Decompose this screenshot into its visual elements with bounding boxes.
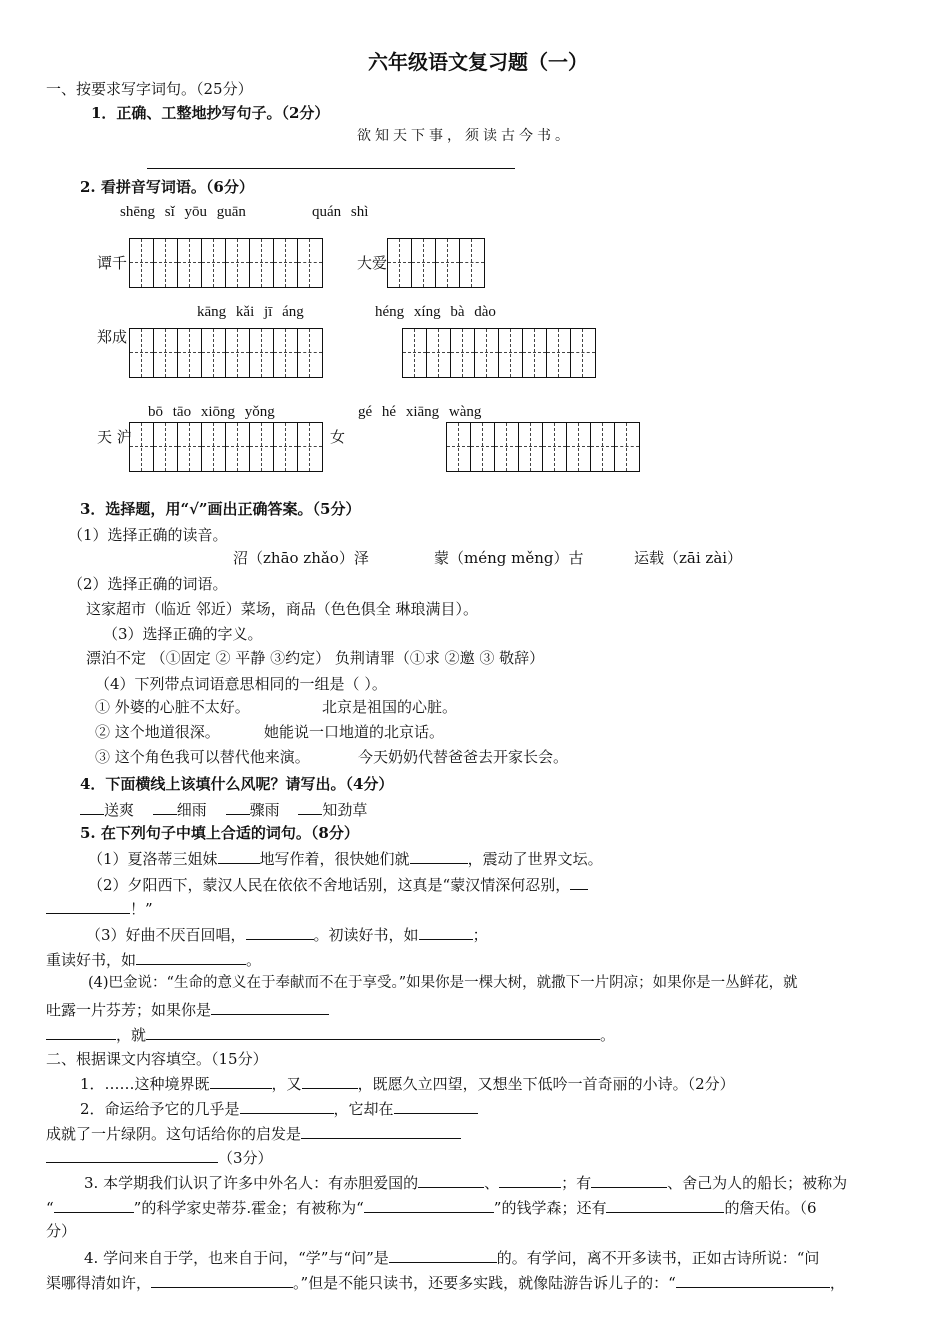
blank[interactable] <box>54 1198 134 1213</box>
page-title: 六年级语文复习题（一） <box>368 50 588 74</box>
q4-item: 知劲草 <box>322 801 368 819</box>
q5-line3b: 重读好书，如 。 <box>46 951 262 969</box>
q2-label: 2. 看拼音写词语。（6分） <box>80 178 254 196</box>
blank[interactable] <box>302 1074 358 1089</box>
s2-q1: 1．……这种境界既 ，又 ，既愿久立四望，又想坐下低吟一首奇丽的小诗。（2分） <box>80 1075 735 1093</box>
blank[interactable] <box>218 849 260 864</box>
q5-label: 5. 在下列句子中填上合适的词句。（8分） <box>80 824 359 842</box>
q4-blank[interactable] <box>298 800 322 815</box>
q3-part3: （3）选择正确的字义。 <box>103 625 263 643</box>
blank[interactable] <box>46 1025 116 1040</box>
q5-line3: （3）好曲不厌百回唱， 。初读好书，如 ； <box>86 926 488 944</box>
pinyin-3: kāng kǎi jī áng <box>197 304 304 320</box>
s2-q4b: 渠哪得清如许， 。”但是不能只读书，还要多实践，就像陆游告诉儿子的：“ ， <box>46 1274 845 1292</box>
blank[interactable] <box>418 1173 484 1188</box>
blank[interactable] <box>136 950 246 965</box>
q5-line4c: ，就 。 <box>46 1025 615 1044</box>
q3-part2: （2）选择正确的词语。 <box>68 575 228 593</box>
prefix-6: 女 <box>330 428 346 446</box>
q4-item: 送爽 <box>104 801 135 819</box>
q3-part4: （4）下列带点词语意思相同的一组是（ ）。 <box>95 675 387 693</box>
q3-part4-c1: ③ 这个角色我可以替代他来演。 <box>95 748 310 766</box>
q5-line4: (4)巴金说：“生命的意义在于奉献而不在于享受。”如果你是一棵大树，就撒下一片阴凉；如果你是一丛鲜花，就 <box>88 975 798 991</box>
pinyin-4: héng xíng bà dào <box>375 304 496 320</box>
writing-grid-4[interactable] <box>402 328 596 378</box>
blank[interactable] <box>591 1173 667 1188</box>
q4-item: 细雨 <box>176 801 207 819</box>
q3-option-c[interactable]: 运载（zāi zài） <box>634 549 743 567</box>
prefix-2: 大爱 <box>357 254 388 272</box>
blank[interactable] <box>394 1099 478 1114</box>
blank[interactable] <box>570 875 588 890</box>
s2-q2c: （3分） <box>46 1148 273 1167</box>
q3-part4-b2: 她能说一口地道的北京话。 <box>264 723 445 741</box>
pinyin-5: bō tāo xiōng yǒng <box>148 404 275 420</box>
prefix-5: 天 沪 <box>97 428 132 446</box>
blank[interactable] <box>146 1025 600 1040</box>
s2-q3c: 分） <box>46 1222 77 1240</box>
q5-line1: （1）夏洛蒂三姐妹 地写作着，很快她们就 ，震动了世界文坛。 <box>88 850 603 868</box>
blank[interactable] <box>301 1124 461 1139</box>
q3-part4-b1: ② 这个地道很深。 <box>95 723 220 741</box>
blank[interactable] <box>46 899 130 914</box>
pinyin-2: quán shì <box>312 204 369 220</box>
blank[interactable] <box>210 1074 272 1089</box>
blank[interactable] <box>211 1000 329 1015</box>
s2-q3: 3. 本学期我们认识了许多中外名人：有赤胆爱国的 、 ；有 、舍己为人的船长；被称为 <box>84 1174 848 1192</box>
blank[interactable] <box>676 1273 830 1288</box>
q4-item: 骤雨 <box>249 801 280 819</box>
q1-answer-line[interactable] <box>147 168 515 169</box>
blank[interactable] <box>240 1099 334 1114</box>
pinyin-6: gé hé xiāng wàng <box>358 404 482 420</box>
s2-q3b: “ ”的科学家史蒂芬.霍金；有被称为“ ”的钱学森；还有 的詹天佑。（6 <box>46 1199 817 1217</box>
q4-blank[interactable] <box>226 800 250 815</box>
blank[interactable] <box>389 1248 497 1263</box>
writing-grid-1[interactable] <box>129 238 323 288</box>
q1-sentence: 欲知天下事，须读古今书。 <box>357 128 573 144</box>
q3-part2-sentence[interactable]: 这家超市（临近 邻近）菜场，商品（色色俱全 琳琅满目）。 <box>86 600 479 618</box>
q4-blank[interactable] <box>153 800 177 815</box>
q3-part4-c2: 今天奶奶代替爸爸去开家长会。 <box>358 748 569 766</box>
section-1-heading: 一、按要求写字词句。（25分） <box>46 80 253 98</box>
s2-q4: 4. 学问来自于学，也来自于问，“学”与“问”是 的。有学问，离不开多读书，正如古诗所说：“问 <box>84 1249 820 1267</box>
blank[interactable] <box>151 1273 293 1288</box>
writing-grid-3[interactable] <box>129 328 323 378</box>
writing-grid-5[interactable] <box>129 422 323 472</box>
q3-label: 3．选择题，用“√”画出正确答案。（5分） <box>80 500 361 518</box>
q3-part1: （1）选择正确的读音。 <box>68 526 228 544</box>
q5-line4b: 吐露一片芬芳；如果你是 <box>46 1000 329 1019</box>
writing-grid-6[interactable] <box>446 422 640 472</box>
s2-q2: 2．命运给予它的几乎是 ，它却在 <box>80 1099 478 1118</box>
q5-line2b: ！” <box>46 899 153 918</box>
prefix-3: 郑成 <box>97 328 128 346</box>
q4-blank[interactable] <box>80 800 104 815</box>
blank[interactable] <box>410 849 468 864</box>
blank[interactable] <box>606 1198 724 1213</box>
pinyin-1: shēng sǐ yōu guān <box>120 204 246 220</box>
s2-q2b: 成就了一片绿阴。这句话给你的启发是 <box>46 1124 461 1143</box>
q4-items <box>80 800 367 819</box>
blank[interactable] <box>46 1148 218 1163</box>
q1-label: 1．正确、工整地抄写句子。（2分） <box>91 104 330 122</box>
q3-part3-sentence[interactable]: 漂泊不定 （①固定 ② 平静 ③约定） 负荆请罪（①求 ②邀 ③ 敬辞） <box>86 649 545 667</box>
blank[interactable] <box>364 1198 494 1213</box>
q4-label: 4．下面横线上该填什么风呢？请写出。（4分） <box>80 775 394 793</box>
section-2-heading: 二、根据课文内容填空。（15分） <box>46 1050 268 1068</box>
q3-option-b[interactable]: 蒙（méng měng）古 <box>434 549 584 567</box>
q3-part4-a2: 北京是祖国的心脏。 <box>322 698 458 716</box>
writing-grid-2[interactable] <box>387 238 485 288</box>
q3-part4-a1: ① 外婆的心脏不太好。 <box>95 698 250 716</box>
blank[interactable] <box>499 1173 561 1188</box>
q5-line2: （2）夕阳西下，蒙汉人民在依依不舍地话别，这真是“蒙汉情深何忍别， <box>88 875 588 894</box>
blank[interactable] <box>419 925 473 940</box>
prefix-1: 谭千 <box>97 254 128 272</box>
q3-option-a[interactable]: 沼（zhāo zhǎo）泽 <box>233 549 369 567</box>
blank[interactable] <box>246 925 314 940</box>
